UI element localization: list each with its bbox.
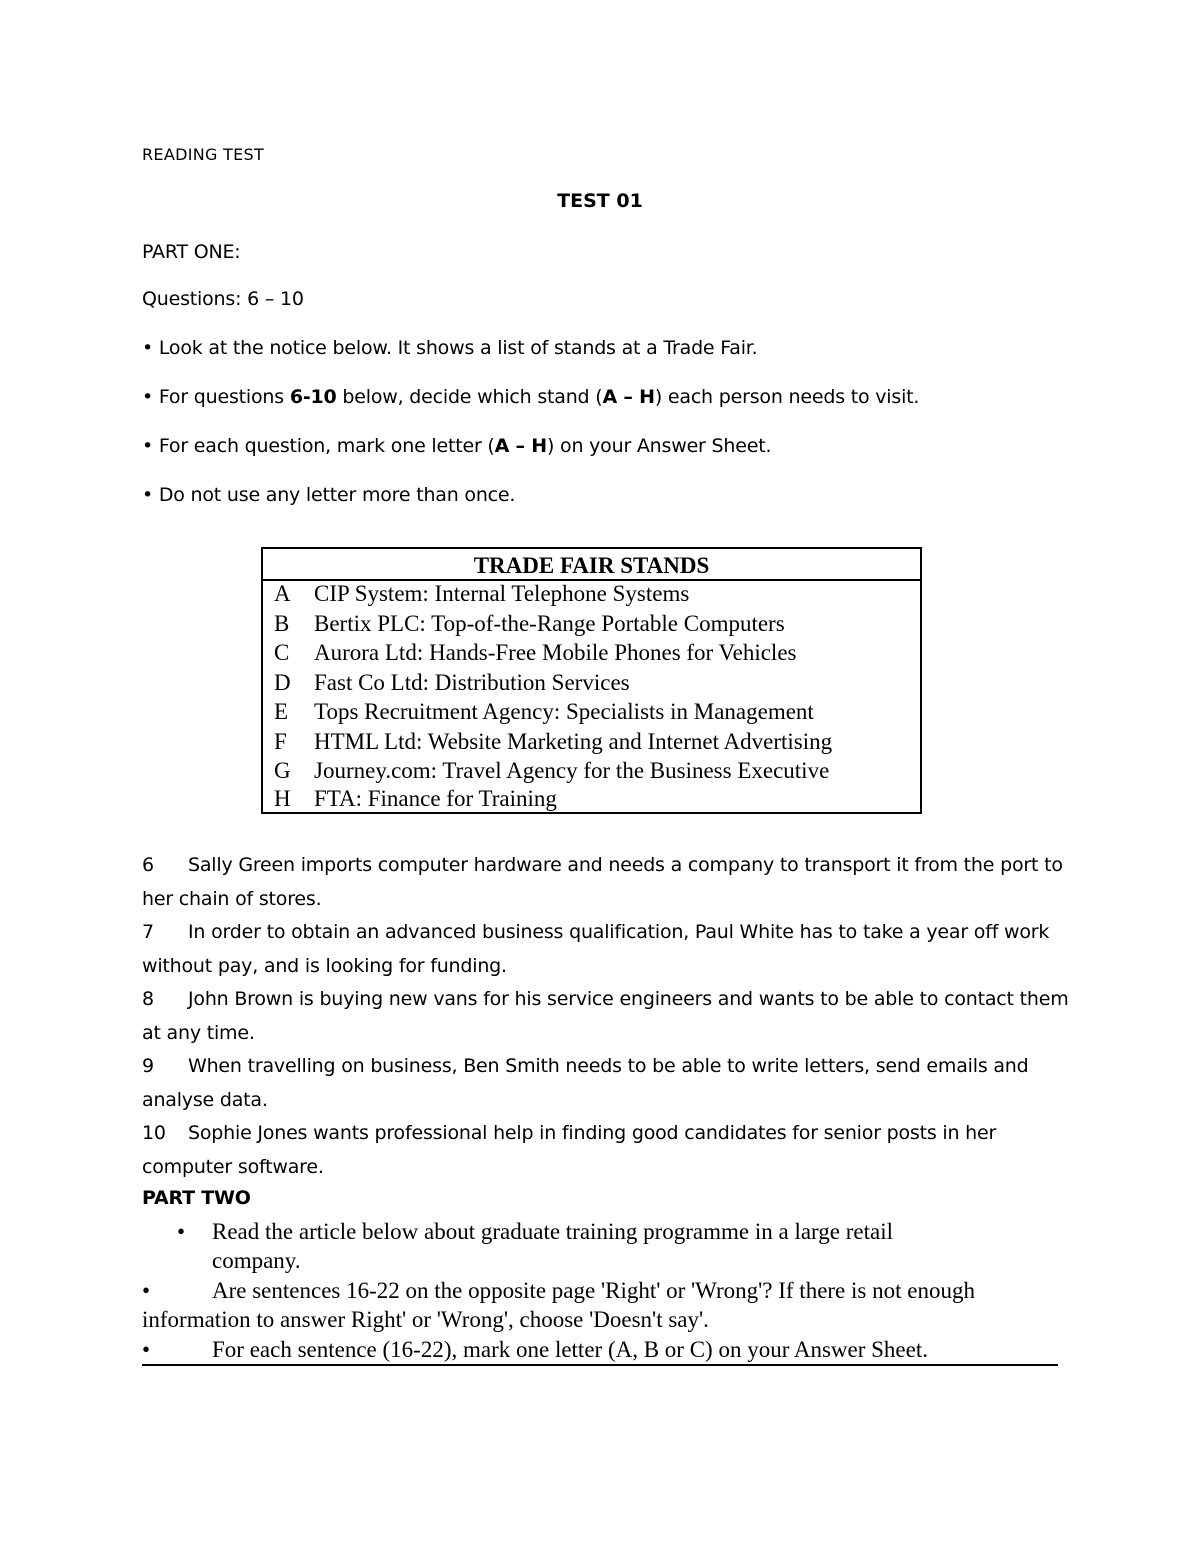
stand-row — [274, 758, 829, 784]
stand-letter: A — [274, 581, 291, 606]
question-item — [142, 1116, 1072, 1184]
part-two-instruction-2-cont: information to answer Right' or 'Wrong', choose 'Doesn't say'. — [142, 1307, 709, 1332]
instruction-1: • Look at the notice below. It shows a list of stands at a Trade Fair. — [142, 337, 758, 359]
stand-description: Journey.com: Travel Agency for the Business Executive — [314, 758, 830, 783]
question-number: 9 — [142, 1055, 154, 1077]
question-item — [142, 1049, 1072, 1117]
stand-description: Fast Co Ltd: Distribution Services — [314, 670, 630, 695]
part-two-instruction-2: Are sentences 16-22 on the opposite page 'Right' or 'Wrong'? If there is not enough — [212, 1278, 975, 1303]
stand-description: HTML Ltd: Website Marketing and Internet Advertising — [314, 729, 833, 754]
stand-description: Bertix PLC: Top-of-the-Range Portable Computers — [314, 611, 785, 636]
stand-letter: D — [274, 670, 291, 695]
stand-letter: G — [274, 758, 291, 783]
stand-letter: H — [274, 786, 291, 811]
part-two-instruction-1: Read the article below about graduate training programme in a large retail — [212, 1219, 893, 1244]
questions-range: Questions: 6 – 10 — [142, 288, 304, 310]
stand-letter: B — [274, 611, 290, 636]
stand-letter: F — [274, 729, 287, 754]
document-label: READING TEST — [142, 145, 265, 164]
question-text: When travelling on business, Ben Smith needs to be able to write letters, send emails and analyse data. — [142, 1055, 1029, 1111]
stand-row — [274, 581, 689, 607]
stand-row — [274, 699, 814, 725]
question-text: Sally Green imports computer hardware and needs a company to transport it from the port to her chain of stores. — [142, 854, 1063, 910]
question-item — [142, 915, 1072, 983]
instruction-4: • Do not use any letter more than once. — [142, 484, 516, 506]
question-text: John Brown is buying new vans for his service engineers and wants to be able to contact them at any time. — [142, 988, 1069, 1044]
stand-row — [274, 670, 630, 696]
bullet-1-marker: • — [177, 1219, 186, 1244]
stand-row — [274, 786, 557, 812]
question-item — [142, 848, 1072, 916]
stand-row — [274, 729, 832, 755]
question-number: 7 — [142, 921, 154, 943]
bullet-2-marker: • — [142, 1278, 151, 1303]
test-title: TEST 01 — [557, 190, 643, 212]
question-item — [142, 982, 1072, 1050]
stand-description: Aurora Ltd: Hands-Free Mobile Phones for Vehicles — [314, 640, 797, 665]
part-two-underline — [142, 1364, 1058, 1366]
stand-letter: E — [274, 699, 289, 724]
stands-table-title: TRADE FAIR STANDS — [473, 553, 710, 578]
part-two-instruction-1-cont: company. — [212, 1248, 301, 1273]
part-two-instruction-3: For each sentence (16-22), mark one letter (A, B or C) on your Answer Sheet. — [212, 1337, 928, 1362]
stand-description: FTA: Finance for Training — [314, 786, 557, 811]
question-text: Sophie Jones wants professional help in finding good candidates for senior posts in her computer software. — [142, 1122, 997, 1178]
question-number: 6 — [142, 854, 154, 876]
stand-description: CIP System: Internal Telephone Systems — [314, 581, 690, 606]
instruction-3: • For each question, mark one letter (A – H) on your Answer Sheet. — [142, 435, 772, 457]
part-two-heading: PART TWO — [142, 1187, 251, 1209]
bullet-3-marker: • — [142, 1337, 151, 1362]
stand-letter: C — [274, 640, 290, 665]
question-number: 10 — [142, 1122, 166, 1144]
stand-description: Tops Recruitment Agency: Specialists in Management — [314, 699, 814, 724]
stand-row — [274, 640, 796, 666]
stand-row — [274, 611, 785, 637]
instruction-2: • For questions 6-10 below, decide which stand (A – H) each person needs to visit. — [142, 386, 920, 408]
question-text: In order to obtain an advanced business qualification, Paul White has to take a year off work without pay, and is looking for funding. — [142, 921, 1050, 977]
part-one-heading: PART ONE: — [142, 241, 241, 263]
trade-fair-stands-table — [261, 547, 922, 814]
question-number: 8 — [142, 988, 154, 1010]
